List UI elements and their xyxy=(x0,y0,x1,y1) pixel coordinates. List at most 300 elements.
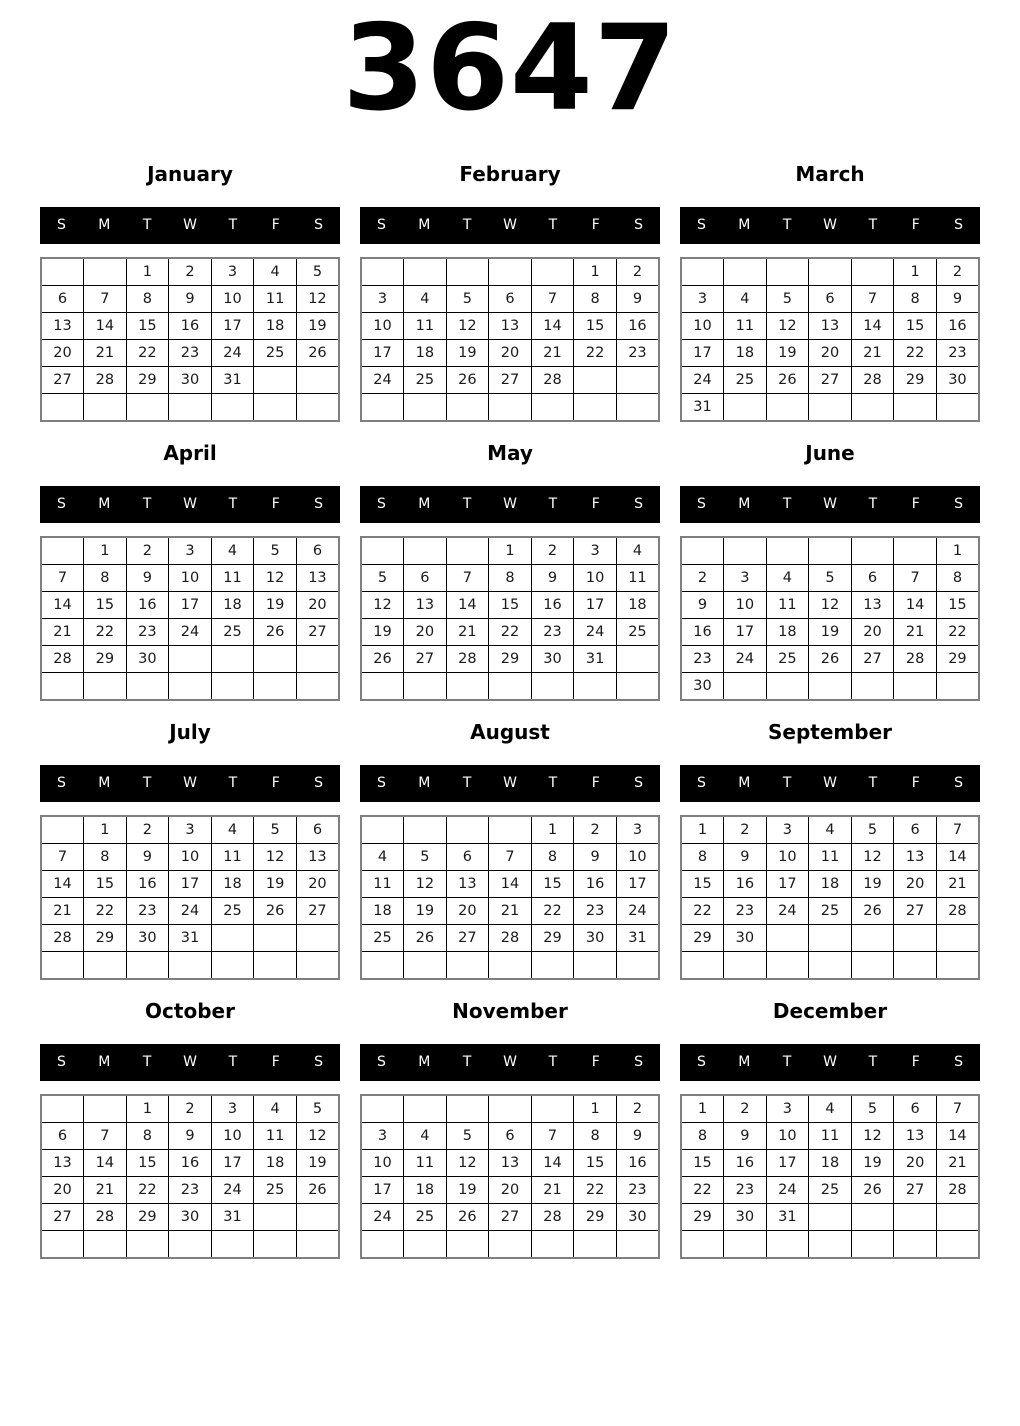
day-cell: 5 xyxy=(809,564,852,591)
weekday-label: T xyxy=(868,217,878,234)
day-cell: 14 xyxy=(84,1149,127,1176)
weekday-label: T xyxy=(868,1054,878,1071)
day-cell: 21 xyxy=(531,339,574,366)
day-cell: 2 xyxy=(681,564,724,591)
day-cell: 10 xyxy=(616,843,659,870)
day-cell: 17 xyxy=(616,870,659,897)
day-cell: 27 xyxy=(296,897,339,924)
day-cell: 19 xyxy=(254,591,297,618)
day-cell: 24 xyxy=(766,897,809,924)
day-cell: 24 xyxy=(574,618,617,645)
weekday-label: S xyxy=(56,496,66,513)
weekday-label: T xyxy=(782,496,792,513)
week-row xyxy=(361,1095,659,1123)
weekday-label: F xyxy=(591,496,600,513)
day-cell: 23 xyxy=(531,618,574,645)
day-cell xyxy=(809,258,852,286)
day-cell xyxy=(766,924,809,951)
day-cell: 10 xyxy=(766,1122,809,1149)
day-cell xyxy=(211,924,254,951)
weekday-header-bar xyxy=(40,207,340,244)
day-cell xyxy=(446,258,489,286)
day-cell: 20 xyxy=(296,870,339,897)
day-cell: 28 xyxy=(84,366,127,393)
day-cell: 27 xyxy=(41,1203,84,1230)
weekday-label: T xyxy=(462,775,472,792)
month-grid xyxy=(680,257,980,422)
weekday-label: W xyxy=(183,1054,197,1071)
day-cell: 14 xyxy=(936,1122,979,1149)
day-cell: 25 xyxy=(361,924,404,951)
weekday-label: S xyxy=(954,496,964,513)
day-cell: 17 xyxy=(361,1176,404,1203)
day-cell xyxy=(169,672,212,700)
day-cell xyxy=(254,951,297,979)
day-cell: 23 xyxy=(724,1176,767,1203)
day-cell: 4 xyxy=(809,816,852,844)
day-cell: 15 xyxy=(84,591,127,618)
day-cell xyxy=(296,672,339,700)
day-cell: 19 xyxy=(296,1149,339,1176)
day-cell: 17 xyxy=(681,339,724,366)
day-cell xyxy=(531,951,574,979)
day-cell: 23 xyxy=(126,618,169,645)
day-cell: 17 xyxy=(766,870,809,897)
day-cell xyxy=(254,1203,297,1230)
day-cell: 13 xyxy=(41,1149,84,1176)
week-row xyxy=(681,843,979,870)
day-cell xyxy=(616,645,659,672)
day-cell: 30 xyxy=(936,366,979,393)
day-cell: 10 xyxy=(169,564,212,591)
day-cell: 14 xyxy=(894,591,937,618)
week-row xyxy=(41,285,339,312)
day-cell: 24 xyxy=(681,366,724,393)
day-cell: 3 xyxy=(766,816,809,844)
day-cell: 3 xyxy=(361,285,404,312)
day-cell: 2 xyxy=(724,1095,767,1123)
day-cell: 28 xyxy=(41,645,84,672)
month-title: July xyxy=(169,719,211,744)
day-cell xyxy=(404,393,447,421)
day-cell xyxy=(41,816,84,844)
weekday-label: M xyxy=(418,1054,431,1071)
day-cell: 21 xyxy=(84,1176,127,1203)
day-cell xyxy=(616,672,659,700)
week-row xyxy=(681,537,979,565)
weekday-header-bar xyxy=(680,486,980,523)
week-row xyxy=(681,1122,979,1149)
day-cell: 18 xyxy=(809,870,852,897)
weekday-label: S xyxy=(954,217,964,234)
month-grid xyxy=(680,1094,980,1259)
day-cell: 4 xyxy=(404,285,447,312)
day-cell xyxy=(936,1203,979,1230)
weekday-label: S xyxy=(696,775,706,792)
day-cell: 7 xyxy=(41,843,84,870)
day-cell: 8 xyxy=(936,564,979,591)
week-row xyxy=(361,870,659,897)
day-cell: 9 xyxy=(724,1122,767,1149)
day-cell: 20 xyxy=(41,1176,84,1203)
week-row xyxy=(361,897,659,924)
month-title: May xyxy=(487,440,533,465)
day-cell: 13 xyxy=(809,312,852,339)
day-cell: 10 xyxy=(211,285,254,312)
week-row xyxy=(41,312,339,339)
day-cell: 10 xyxy=(681,312,724,339)
day-cell: 24 xyxy=(724,645,767,672)
weekday-header-bar xyxy=(40,486,340,523)
weekday-label: S xyxy=(696,496,706,513)
day-cell: 31 xyxy=(574,645,617,672)
weekday-label: S xyxy=(376,217,386,234)
weekday-label: M xyxy=(738,496,751,513)
day-cell: 19 xyxy=(766,339,809,366)
day-cell: 7 xyxy=(531,1122,574,1149)
weekday-label: S xyxy=(634,775,644,792)
week-row xyxy=(361,843,659,870)
day-cell: 8 xyxy=(681,1122,724,1149)
weekday-label: M xyxy=(418,217,431,234)
day-cell: 6 xyxy=(851,564,894,591)
weekday-label: T xyxy=(782,217,792,234)
day-cell: 13 xyxy=(489,1149,532,1176)
day-cell: 22 xyxy=(126,339,169,366)
week-row xyxy=(361,1203,659,1230)
month-block xyxy=(40,440,340,701)
day-cell: 29 xyxy=(489,645,532,672)
day-cell xyxy=(361,1230,404,1258)
week-row xyxy=(361,339,659,366)
day-cell xyxy=(616,366,659,393)
day-cell xyxy=(446,951,489,979)
month-title: June xyxy=(805,440,855,465)
day-cell: 1 xyxy=(84,537,127,565)
month-block xyxy=(360,440,660,701)
day-cell: 17 xyxy=(574,591,617,618)
day-cell: 7 xyxy=(84,1122,127,1149)
day-cell: 3 xyxy=(211,1095,254,1123)
day-cell: 18 xyxy=(766,618,809,645)
day-cell: 30 xyxy=(616,1203,659,1230)
day-cell: 19 xyxy=(809,618,852,645)
day-cell xyxy=(936,672,979,700)
day-cell: 20 xyxy=(404,618,447,645)
day-cell: 4 xyxy=(254,258,297,286)
day-cell: 26 xyxy=(446,1203,489,1230)
day-cell: 4 xyxy=(404,1122,447,1149)
weekday-label: S xyxy=(314,217,324,234)
day-cell: 9 xyxy=(936,285,979,312)
day-cell: 17 xyxy=(724,618,767,645)
day-cell xyxy=(446,537,489,565)
day-cell: 10 xyxy=(169,843,212,870)
day-cell: 24 xyxy=(211,1176,254,1203)
day-cell: 15 xyxy=(489,591,532,618)
day-cell: 1 xyxy=(894,258,937,286)
day-cell: 24 xyxy=(361,366,404,393)
day-cell: 18 xyxy=(211,591,254,618)
day-cell xyxy=(489,1095,532,1123)
day-cell: 17 xyxy=(169,591,212,618)
day-cell xyxy=(404,1095,447,1123)
week-row xyxy=(361,312,659,339)
weekday-header-bar xyxy=(40,1044,340,1081)
week-row xyxy=(41,924,339,951)
week-row xyxy=(41,1149,339,1176)
week-row xyxy=(41,1095,339,1123)
weekday-label: S xyxy=(696,217,706,234)
day-cell: 22 xyxy=(574,339,617,366)
month-block xyxy=(40,161,340,422)
day-cell: 2 xyxy=(616,258,659,286)
day-cell: 29 xyxy=(126,366,169,393)
weekday-label: F xyxy=(591,775,600,792)
day-cell: 14 xyxy=(531,312,574,339)
weekday-header-bar xyxy=(360,207,660,244)
weekday-label: T xyxy=(462,496,472,513)
day-cell: 26 xyxy=(809,645,852,672)
month-grid xyxy=(40,1094,340,1259)
day-cell: 20 xyxy=(851,618,894,645)
day-cell: 25 xyxy=(809,897,852,924)
weekday-label: M xyxy=(418,496,431,513)
week-row xyxy=(361,618,659,645)
day-cell: 26 xyxy=(296,339,339,366)
day-cell: 21 xyxy=(936,870,979,897)
day-cell xyxy=(361,672,404,700)
day-cell xyxy=(766,393,809,421)
day-cell xyxy=(851,924,894,951)
day-cell: 12 xyxy=(296,1122,339,1149)
day-cell: 6 xyxy=(489,285,532,312)
day-cell: 12 xyxy=(296,285,339,312)
day-cell: 6 xyxy=(41,1122,84,1149)
day-cell: 14 xyxy=(41,591,84,618)
weekday-header-bar xyxy=(360,1044,660,1081)
year-title: 3647 xyxy=(342,0,678,138)
weekday-label: F xyxy=(911,775,920,792)
week-row xyxy=(681,1176,979,1203)
day-cell: 4 xyxy=(809,1095,852,1123)
day-cell: 16 xyxy=(126,870,169,897)
day-cell xyxy=(531,393,574,421)
day-cell xyxy=(254,366,297,393)
day-cell: 5 xyxy=(446,1122,489,1149)
day-cell: 19 xyxy=(446,1176,489,1203)
day-cell: 25 xyxy=(254,339,297,366)
weekday-header-bar xyxy=(360,486,660,523)
day-cell xyxy=(254,672,297,700)
day-cell: 13 xyxy=(404,591,447,618)
week-row xyxy=(41,1176,339,1203)
day-cell xyxy=(41,672,84,700)
day-cell: 6 xyxy=(446,843,489,870)
day-cell: 8 xyxy=(894,285,937,312)
month-block xyxy=(360,719,660,980)
weekday-label: S xyxy=(954,1054,964,1071)
day-cell: 11 xyxy=(404,1149,447,1176)
day-cell: 11 xyxy=(809,843,852,870)
day-cell: 22 xyxy=(531,897,574,924)
day-cell: 5 xyxy=(254,537,297,565)
week-row xyxy=(41,816,339,844)
month-title: February xyxy=(459,161,561,186)
day-cell: 22 xyxy=(489,618,532,645)
month-title: November xyxy=(452,998,568,1023)
day-cell: 16 xyxy=(681,618,724,645)
day-cell: 17 xyxy=(211,1149,254,1176)
day-cell: 16 xyxy=(169,1149,212,1176)
day-cell: 7 xyxy=(894,564,937,591)
day-cell: 5 xyxy=(851,816,894,844)
day-cell: 13 xyxy=(894,1122,937,1149)
day-cell xyxy=(681,951,724,979)
day-cell xyxy=(531,672,574,700)
day-cell: 3 xyxy=(361,1122,404,1149)
day-cell: 16 xyxy=(169,312,212,339)
day-cell: 28 xyxy=(41,924,84,951)
day-cell: 12 xyxy=(404,870,447,897)
day-cell: 15 xyxy=(681,870,724,897)
day-cell xyxy=(531,1230,574,1258)
month-block xyxy=(680,161,980,422)
day-cell: 16 xyxy=(616,312,659,339)
day-cell xyxy=(936,951,979,979)
day-cell: 6 xyxy=(809,285,852,312)
day-cell xyxy=(809,672,852,700)
day-cell xyxy=(574,1230,617,1258)
weekday-label: S xyxy=(696,1054,706,1071)
day-cell xyxy=(126,672,169,700)
day-cell xyxy=(681,537,724,565)
day-cell xyxy=(851,537,894,565)
day-cell: 12 xyxy=(809,591,852,618)
weekday-label: M xyxy=(738,1054,751,1071)
day-cell: 29 xyxy=(681,924,724,951)
day-cell: 20 xyxy=(489,1176,532,1203)
day-cell: 18 xyxy=(404,1176,447,1203)
day-cell: 8 xyxy=(84,843,127,870)
day-cell xyxy=(809,1230,852,1258)
month-grid xyxy=(360,257,660,422)
day-cell xyxy=(574,366,617,393)
day-cell xyxy=(766,1230,809,1258)
weekday-label: W xyxy=(823,1054,837,1071)
day-cell xyxy=(851,1203,894,1230)
day-cell: 4 xyxy=(361,843,404,870)
day-cell: 1 xyxy=(681,816,724,844)
day-cell: 10 xyxy=(766,843,809,870)
month-block xyxy=(40,998,340,1259)
day-cell: 19 xyxy=(851,1149,894,1176)
day-cell: 24 xyxy=(169,618,212,645)
day-cell: 30 xyxy=(169,366,212,393)
day-cell: 15 xyxy=(574,312,617,339)
weekday-label: S xyxy=(376,496,386,513)
day-cell xyxy=(766,672,809,700)
week-row xyxy=(41,393,339,421)
weekday-label: T xyxy=(142,1054,152,1071)
week-row xyxy=(681,897,979,924)
weekday-label: S xyxy=(634,1054,644,1071)
day-cell xyxy=(936,924,979,951)
day-cell xyxy=(936,393,979,421)
day-cell: 19 xyxy=(296,312,339,339)
day-cell xyxy=(361,951,404,979)
day-cell: 3 xyxy=(574,537,617,565)
day-cell xyxy=(489,672,532,700)
day-cell xyxy=(254,1230,297,1258)
day-cell: 18 xyxy=(361,897,404,924)
day-cell: 7 xyxy=(446,564,489,591)
day-cell: 23 xyxy=(681,645,724,672)
week-row xyxy=(41,645,339,672)
day-cell xyxy=(169,951,212,979)
day-cell: 29 xyxy=(531,924,574,951)
day-cell xyxy=(681,258,724,286)
day-cell: 12 xyxy=(766,312,809,339)
month-title: August xyxy=(470,719,550,744)
day-cell: 19 xyxy=(254,870,297,897)
day-cell xyxy=(211,1230,254,1258)
day-cell: 18 xyxy=(254,1149,297,1176)
day-cell: 17 xyxy=(361,339,404,366)
day-cell: 27 xyxy=(489,366,532,393)
day-cell: 9 xyxy=(681,591,724,618)
day-cell: 27 xyxy=(489,1203,532,1230)
day-cell: 11 xyxy=(616,564,659,591)
weekday-label: S xyxy=(314,1054,324,1071)
day-cell xyxy=(724,672,767,700)
day-cell xyxy=(766,951,809,979)
day-cell: 9 xyxy=(169,285,212,312)
day-cell xyxy=(851,951,894,979)
day-cell: 25 xyxy=(809,1176,852,1203)
day-cell: 1 xyxy=(531,816,574,844)
day-cell xyxy=(574,393,617,421)
month-title: October xyxy=(145,998,235,1023)
day-cell: 21 xyxy=(41,618,84,645)
month-grid xyxy=(40,815,340,980)
day-cell xyxy=(84,1095,127,1123)
day-cell: 15 xyxy=(894,312,937,339)
day-cell: 22 xyxy=(894,339,937,366)
day-cell: 2 xyxy=(531,537,574,565)
day-cell xyxy=(894,537,937,565)
weekday-label: T xyxy=(228,775,238,792)
day-cell: 26 xyxy=(851,1176,894,1203)
weekday-label: S xyxy=(56,1054,66,1071)
day-cell: 6 xyxy=(296,816,339,844)
day-cell xyxy=(724,258,767,286)
day-cell: 25 xyxy=(724,366,767,393)
day-cell: 16 xyxy=(936,312,979,339)
day-cell: 3 xyxy=(211,258,254,286)
week-row xyxy=(681,618,979,645)
day-cell xyxy=(126,1230,169,1258)
day-cell: 8 xyxy=(126,1122,169,1149)
day-cell: 27 xyxy=(296,618,339,645)
day-cell xyxy=(404,672,447,700)
day-cell xyxy=(489,1230,532,1258)
day-cell xyxy=(446,816,489,844)
day-cell: 20 xyxy=(41,339,84,366)
month-title: December xyxy=(772,998,888,1023)
day-cell: 25 xyxy=(766,645,809,672)
day-cell: 27 xyxy=(851,645,894,672)
